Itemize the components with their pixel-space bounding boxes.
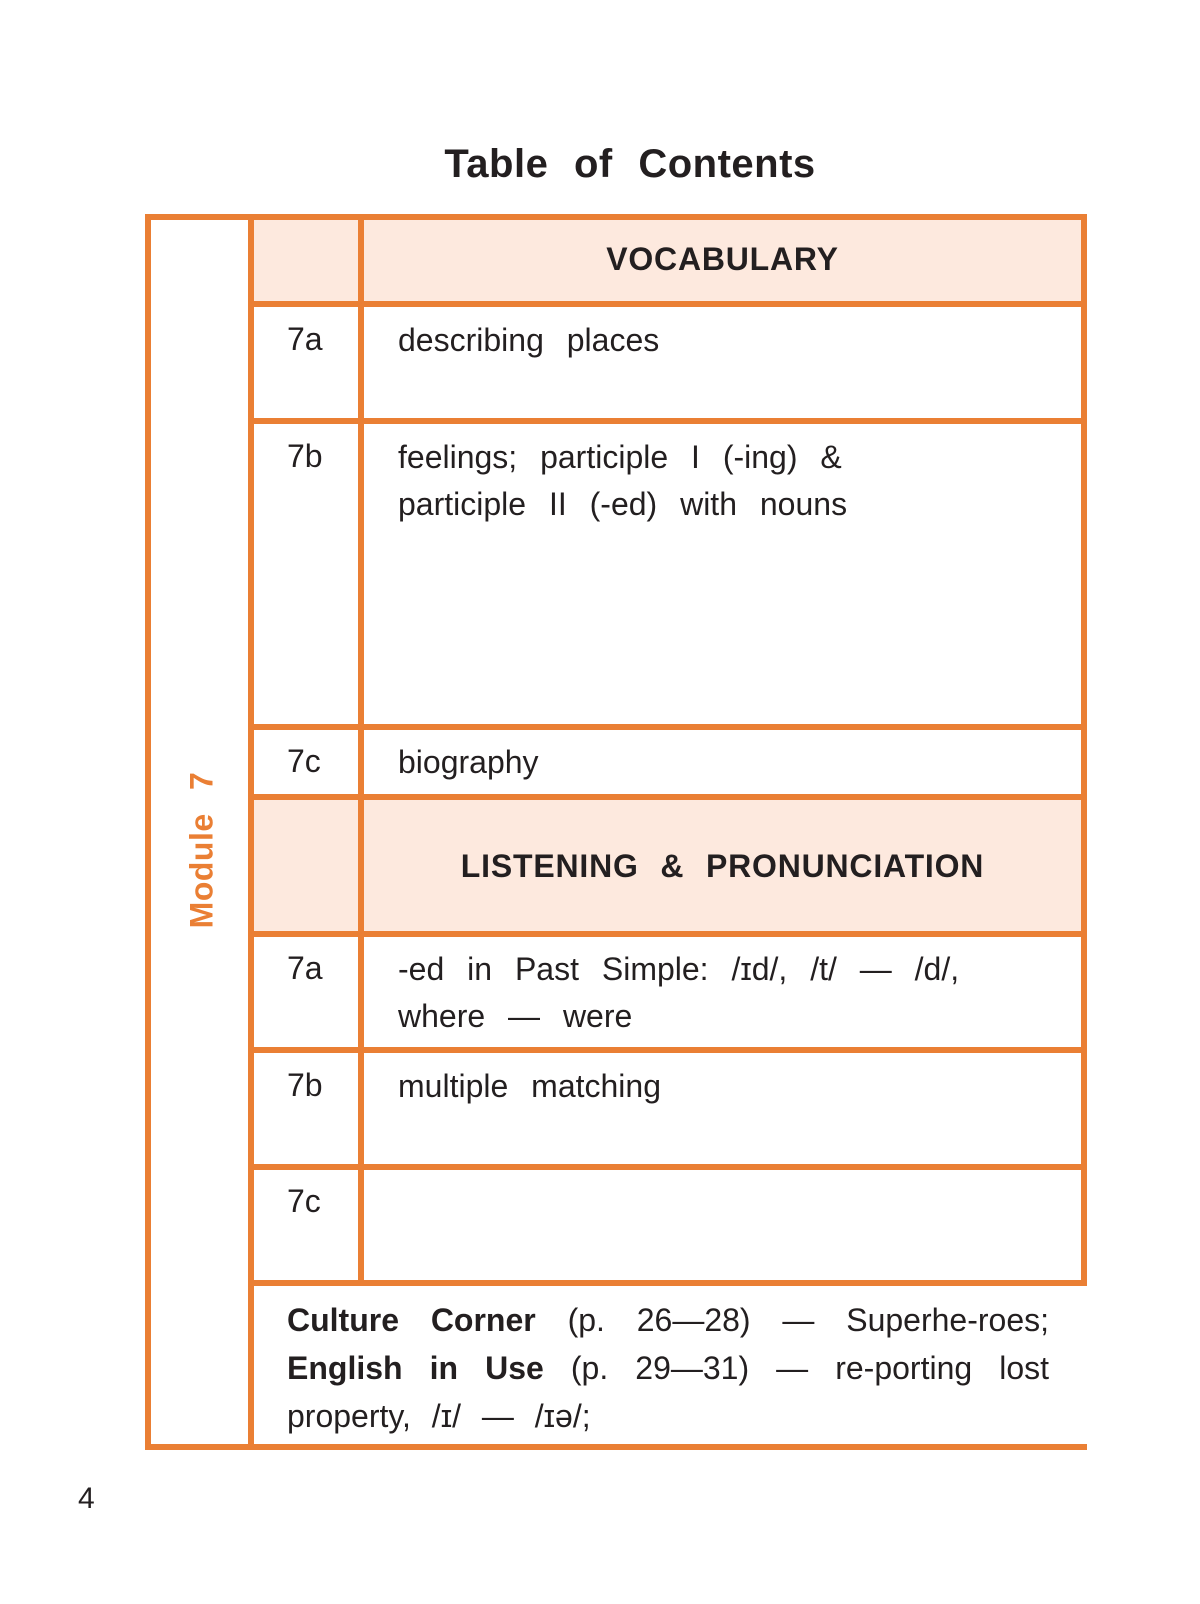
lesson-description: feelings; participle I (-ing) & — [398, 439, 842, 475]
section-heading-vocabulary: VOCABULARY — [606, 241, 839, 277]
module-column-border — [248, 214, 254, 1450]
lesson-description: biography — [398, 744, 539, 780]
lesson-description: participle II (-ed) with nouns — [398, 486, 848, 522]
table-top-border — [145, 214, 1087, 220]
lesson-description: multiple matching — [398, 1068, 661, 1104]
lesson-number: 7c — [287, 743, 321, 779]
page-title: Table of Contents — [444, 142, 816, 186]
row-divider — [251, 1047, 1087, 1053]
lesson-number: 7c — [287, 1183, 321, 1219]
row-divider — [251, 418, 1087, 424]
outer-left-border — [145, 214, 151, 1450]
lesson-description: describing places — [398, 322, 660, 358]
row-divider — [251, 301, 1087, 307]
english-in-use-label: English in Use — [287, 1350, 544, 1386]
lesson-number: 7a — [287, 321, 323, 357]
lesson-number: 7b — [287, 1067, 323, 1103]
lesson-description: where — were — [398, 998, 633, 1034]
culture-corner-label: Culture Corner — [287, 1302, 536, 1338]
row-divider — [251, 1280, 1087, 1286]
lesson-description: -ed in Past Simple: /ɪd/, /t/ — /d/, — [398, 951, 960, 987]
row-divider — [251, 724, 1087, 730]
row-divider — [251, 1164, 1087, 1170]
table-bottom-border — [145, 1444, 1087, 1450]
lesson-number: 7b — [287, 438, 323, 474]
row-divider — [251, 931, 1087, 937]
section-heading-listening: LISTENING & PRONUNCIATION — [460, 848, 985, 884]
outer-right-border — [1081, 214, 1087, 1286]
lesson-number: 7a — [287, 950, 323, 986]
footer-note — [287, 1296, 1049, 1440]
row-divider — [251, 794, 1087, 800]
module-label: Module 7 — [183, 771, 220, 929]
english-in-use-text: (p. 29—31) — re-porting lost property, /ɪ/ — /ɪə/; — [287, 1350, 1050, 1434]
culture-corner-text: (p. 26—28) — Superhe-roes; — [567, 1302, 1050, 1338]
page-number: 4 — [78, 1482, 95, 1515]
lesson-column-border — [358, 214, 364, 1286]
